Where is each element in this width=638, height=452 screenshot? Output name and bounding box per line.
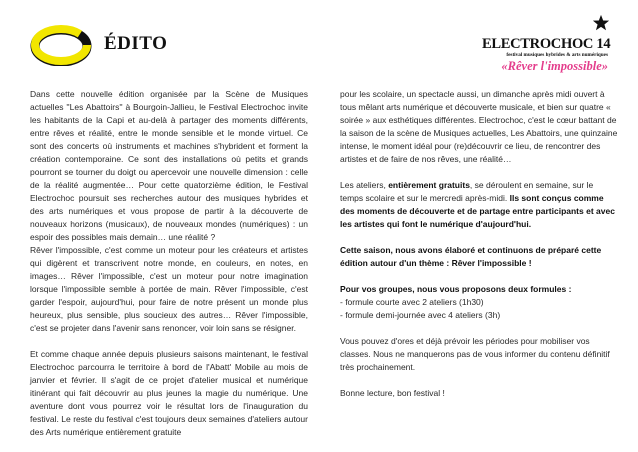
- right-paragraph-3: Cette saison, nous avons élaboré et continuons de préparé cette édition autour d'un thème : Rêver l'impossible !: [340, 245, 602, 268]
- p2-bold-free: entièrement gratuits: [388, 180, 470, 190]
- right-paragraph-2: [340, 179, 618, 231]
- brand-tagline: festival musiques hybrides & arts numériques: [506, 52, 608, 58]
- right-column: [340, 88, 618, 400]
- p2-text-c: , se déroulent en semaine, sur le temps scolaire et sur le mercredi après-midi.: [340, 180, 594, 203]
- formulas-title: Pour vos groupes, nous vous proposons deux formules :: [340, 284, 572, 294]
- yellow-ring-logo-icon: [30, 24, 92, 66]
- p2-text-a: Les ateliers,: [340, 180, 389, 190]
- formula-short: - formule courte avec 2 ateliers (1h30): [340, 297, 484, 307]
- festival-brand: [482, 36, 611, 74]
- left-column: [30, 88, 308, 439]
- right-paragraph-1: pour les scolaire, un spectacle aussi, un dimanche après midi ouvert à tous mêlant arts numérique et découverte musicale, et bien sur quatre « soirée » aux esthétiques différentes. Electrochoc, c'est le cœur battant de la saison de la scène de Musiques actuelles, Les Abattoirs, une quinzaine intense, le moment idéal pour (re)découvrir ce lieu, de rencontrer des artistes et de faire de nos rêves, une réalité…: [340, 89, 618, 164]
- left-paragraph-1: Dans cette nouvelle édition organisée par la Scène de Musiques actuelles ''Les Abattoirs'' à Bourgoin-Jallieu, le Festival Electrochoc invite les habitants de la Capi et au-delà à partager des moments différents, entre rêves et réalité, entre le monde sensible et le monde virtuel. Ce sont des concerts où instruments et machines s'hybrident et forment la création contemporaine. Ce sont des installations où petits et grands pourront se tourner du doigt ou apercevoir une nouvelle dimension : celle de la réalité augmentée… Pour cette quatorzième édition, le Festival Electrochoc poursuit ses recherches autour des musiques hybrides et des arts numériques et vous propose de partir à la découverte de nouveaux horizons (musicaux), de nouveaux mondes (numériques) : un espoir des possibles mais demain… une réalité ?: [30, 89, 308, 242]
- page-title: ÉDITO: [104, 33, 168, 54]
- star-icon: [592, 14, 610, 32]
- left-paragraph-3: Et comme chaque année depuis plusieurs saisons maintenant, le festival Electrochoc parcourra le territoire à bord de l'Abatt' Mobile au mois de janvier et février. Il s'agit de ce projet d'atelier musical et numérique itinérant qui fait découvrir au plus jeunes la magie du numérique. Une aventure dont vous pourrez voir le résultat lors de l'inauguration du festival. Le reste du festival c'est toujours deux semaines d'ateliers autour des Arts numérique entièrement gratuite: [30, 349, 308, 437]
- right-paragraph-5: Vous pouvez d'ores et déjà prévoir les périodes pour mobiliser vos classes. Nous ne manquerons pas de vous informer du contenu définitif très prochainement.: [340, 336, 610, 372]
- closing-line: Bonne lecture, bon festival !: [340, 388, 445, 398]
- formula-half-day: - formule demi-journée avec 4 ateliers (3h): [340, 310, 501, 320]
- brand-name: ELECTROCHOC 14: [482, 36, 611, 52]
- p2-bold-sharing: Ils sont conçus comme des moments de découverte et de partage entre participants et avec les artistes qui font le numérique d'aujourd'hui.: [340, 193, 615, 229]
- brand-slogan: «Rêver l'impossible»: [501, 59, 608, 73]
- left-paragraph-2: Rêver l'impossible, c'est comme un moteur pour les créateurs et artistes qui digèrent et transcrivent notre monde, en couleurs, en notes, en images… Rêver l'impossible, c'est un moteur pour notre imagination lorsque l'impossible semble à portée de main. Rêver l'impossible, c'est garder l'espoir, aujourd'hui, pour faire de notre présent un monde plus heureux, plus sensible, plus soucieux des autres… Rêver l'impossible, c'est se projeter dans l'avenir sans renoncer, voir loin sans se résigner.: [30, 245, 308, 333]
